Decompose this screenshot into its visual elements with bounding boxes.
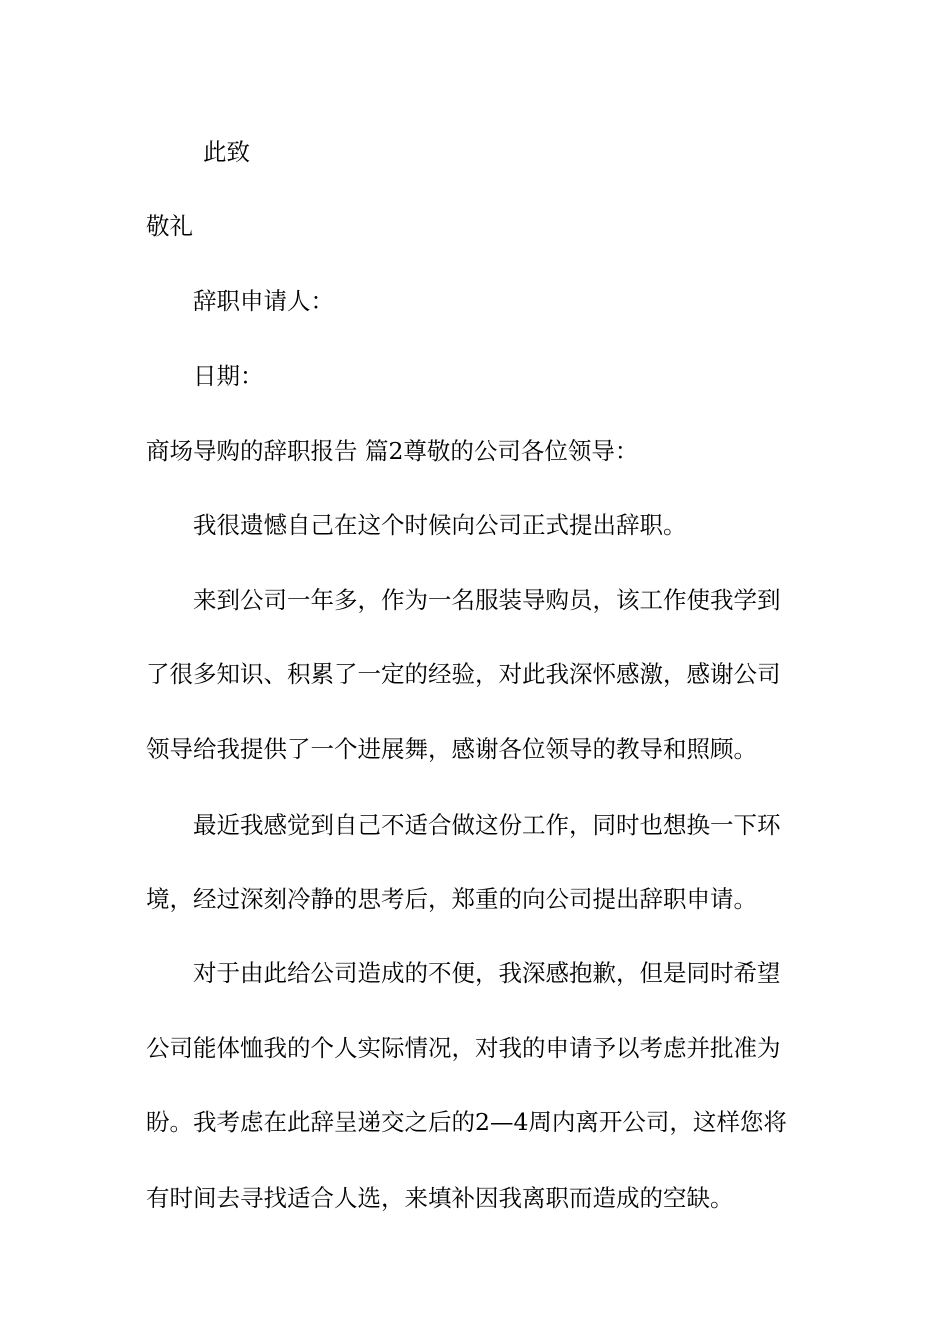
paragraph-line: 对于由此给公司造成的不便，我深感抱歉，但是同时希望 <box>193 959 781 987</box>
signature-line: 辞职申请人： <box>193 287 334 315</box>
date-line: 日期： <box>193 362 264 390</box>
paragraph-line: 有时间去寻找适合人选，来填补因我离职而造成的空缺。 <box>146 1184 734 1212</box>
closing-salutation: 此致 <box>203 138 250 166</box>
paragraph-line: 领导给我提供了一个进展舞，感谢各位领导的教导和照顾。 <box>146 735 757 763</box>
paragraph-line: 最近我感觉到自己不适合做这份工作，同时也想换一下环 <box>193 811 781 839</box>
paragraph-line: 来到公司一年多，作为一名服装导购员，该工作使我学到 <box>193 586 781 614</box>
closing-regards: 敬礼 <box>146 212 193 240</box>
paragraph-line: 境，经过深刻冷静的思考后，郑重的向公司提出辞职申请。 <box>146 885 757 913</box>
paragraph-line: 盼。我考虑在此辞呈递交之后的2—4周内离开公司，这样您将 <box>146 1108 787 1136</box>
paragraph-line: 我很遗憾自己在这个时候向公司正式提出辞职。 <box>193 511 687 539</box>
section-heading: 商场导购的辞职报告 篇2尊敬的公司各位领导： <box>146 437 639 465</box>
paragraph-line: 公司能体恤我的个人实际情况，对我的申请予以考虑并批准为 <box>146 1034 781 1062</box>
paragraph-line: 了很多知识、积累了一定的经验，对此我深怀感激，感谢公司 <box>146 660 781 688</box>
